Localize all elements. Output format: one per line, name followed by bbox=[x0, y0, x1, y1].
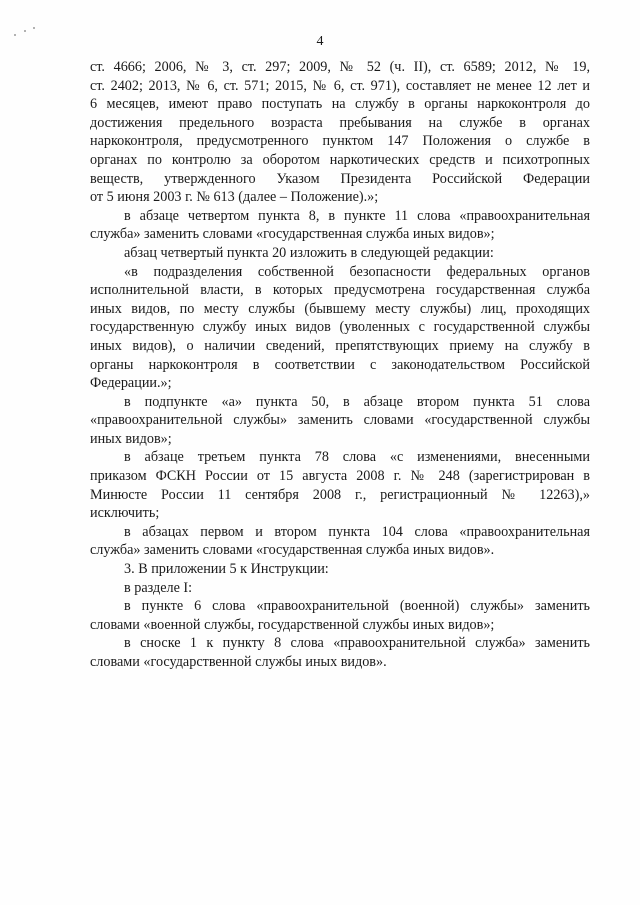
text-line: исключить; bbox=[90, 505, 160, 522]
text-line: веществ, утвержденного Указом Президента Российской Федерации bbox=[90, 170, 590, 187]
text-line: «в подразделения собственной безопасности федеральных органов bbox=[124, 263, 590, 280]
text-line: иных видов»; bbox=[90, 430, 172, 447]
text-line: «правоохранительной службы» заменить словами «государственной службы bbox=[90, 412, 590, 429]
text-line: в абзаце четвертом пункта 8, в пункте 11 слова «правоохранительная bbox=[124, 207, 590, 224]
text-line: наркоконтроля, предусмотренного пунктом 147 Положения о службе в bbox=[90, 133, 590, 150]
text-line: приказом ФСКН России от 15 августа 2008 г. № 248 (зарегистрирован в bbox=[90, 468, 590, 485]
text-line: от 5 июня 2003 г. № 613 (далее – Положение).»; bbox=[90, 189, 379, 206]
text-line: 6 месяцев, имеют право поступать на службу в органы наркоконтроля до bbox=[90, 96, 590, 113]
text-line: исполнительной власти, в которых предусмотрена государственная служба bbox=[90, 282, 590, 299]
document-body bbox=[90, 58, 590, 672]
text-line: иных видов), о наличии сведений, препятствующих приему на службу в bbox=[90, 337, 590, 354]
text-line: словами «военной службы, государственной службы иных видов»; bbox=[90, 616, 495, 633]
text-line: иных видов, по месту службы (бывшему месту службы) лиц, проходящих bbox=[90, 300, 590, 317]
text-line: в разделе I: bbox=[124, 579, 193, 596]
text-line: 3. В приложении 5 к Инструкции: bbox=[124, 561, 329, 578]
text-line: органах по контролю за оборотом наркотических средств и психотропных bbox=[90, 151, 590, 168]
scan-speck bbox=[33, 27, 35, 29]
text-line: органы наркоконтроля в соответствии с законодательством Российской bbox=[90, 356, 590, 373]
text-line: служба» заменить словами «государственная служба иных видов». bbox=[90, 542, 495, 559]
text-line: достижения предельного возраста пребывания на службе в органах bbox=[90, 114, 590, 131]
text-line: служба» заменить словами «государственная служба иных видов»; bbox=[90, 226, 495, 243]
text-line: в абзаце третьем пункта 78 слова «с изменениями, внесенными bbox=[124, 449, 590, 466]
text-line: в пункте 6 слова «правоохранительной (военной) службы» заменить bbox=[124, 598, 590, 615]
text-line: в абзацах первом и втором пункта 104 слова «правоохранительная bbox=[124, 523, 590, 540]
text-line: в сноске 1 к пункту 8 слова «правоохранительной служба» заменить bbox=[124, 635, 590, 652]
text-line: Федерации.»; bbox=[90, 375, 172, 392]
text-line: абзац четвертый пункта 20 изложить в следующей редакции: bbox=[124, 244, 494, 261]
text-line: в подпункте «а» пункта 50, в абзаце втором пункта 51 слова bbox=[124, 393, 590, 410]
page-number: 4 bbox=[316, 34, 324, 49]
text-line: словами «государственной службы иных видов». bbox=[90, 654, 387, 670]
text-line: ст. 4666; 2006, № 3, ст. 297; 2009, № 52 (ч. II), ст. 6589; 2012, № 19, bbox=[90, 59, 590, 75]
text-line: Минюсте России 11 сентября 2008 г., регистрационный № 12263),» bbox=[90, 486, 590, 503]
text-line: государственную службу иных видов (уволенных с государственной службы bbox=[90, 319, 590, 336]
scan-speck bbox=[24, 30, 26, 32]
text-line: ст. 2402; 2013, № 6, ст. 571; 2015, № 6, ст. 971), составляет не менее 12 лет и bbox=[90, 77, 590, 94]
